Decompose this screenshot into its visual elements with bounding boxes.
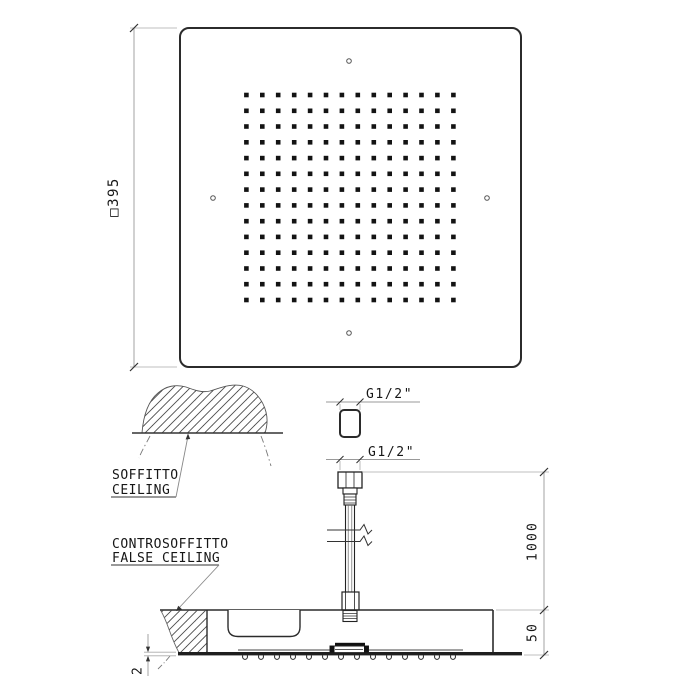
nozzle-hole (276, 172, 281, 177)
arrowhead-up (146, 656, 150, 662)
nozzle-hole (292, 187, 297, 192)
spray-nozzle-tip (307, 655, 312, 659)
spray-nozzle-tip (275, 655, 280, 659)
nozzle-hole (260, 187, 265, 192)
hose-thread-dimension (326, 445, 420, 470)
nozzle-hole (292, 266, 297, 271)
nozzle-hole (340, 219, 345, 224)
nozzle-hole (419, 140, 424, 145)
screw-hole-left (211, 196, 216, 201)
nozzle-hole (292, 109, 297, 114)
nozzle-hole (403, 172, 408, 177)
nozzle-hole (435, 109, 440, 114)
nozzle-hole (419, 219, 424, 224)
nozzle-hole (324, 93, 329, 98)
supply-nipple-fitting (340, 410, 360, 437)
nozzle-hole (451, 266, 456, 271)
nozzle-hole (372, 156, 377, 161)
nozzle-hole (372, 266, 377, 271)
nozzle-hole (419, 187, 424, 192)
nozzle-hole (403, 203, 408, 208)
shower-housing (158, 610, 522, 669)
nozzle-hole (435, 93, 440, 98)
nozzle-hole (403, 219, 408, 224)
nozzle-hole (387, 266, 392, 271)
nozzle-hole (435, 235, 440, 240)
nozzle-hole (308, 172, 313, 177)
nozzle-hole (372, 109, 377, 114)
nozzle-hole (451, 109, 456, 114)
nozzle-hole (356, 250, 361, 255)
dim-50-label: 50 (525, 621, 541, 643)
dim-1000-label: 1000 (525, 520, 541, 562)
ceiling-label-line2: CEILING (112, 483, 171, 498)
nozzle-hole (324, 187, 329, 192)
nozzle-hole (308, 250, 313, 255)
spray-nozzle-tip (243, 655, 248, 659)
shower-panel-face (180, 28, 521, 367)
false-ceiling-break-curve (158, 656, 170, 669)
nozzle-hole (244, 109, 249, 114)
nozzle-hole (356, 235, 361, 240)
spray-nozzle-tip (419, 655, 424, 659)
nozzle-hole (276, 93, 281, 98)
nozzle-hole (324, 172, 329, 177)
hose-end-fitting (342, 592, 359, 610)
plan-width-dimension (106, 24, 177, 371)
nozzle-hole (324, 124, 329, 129)
nozzle-hole (340, 266, 345, 271)
nozzle-hole (324, 219, 329, 224)
nozzle-hole (308, 266, 313, 271)
nozzle-hole (403, 298, 408, 303)
plan-view (106, 24, 521, 371)
false-ceiling-hatch (161, 611, 207, 653)
nozzle-hole (403, 250, 408, 255)
nozzle-hole (260, 203, 265, 208)
nozzle-hole (292, 172, 297, 177)
nozzle-hole (340, 109, 345, 114)
nozzle-hole (387, 282, 392, 287)
nozzle-hole (276, 140, 281, 145)
ceiling-label (111, 434, 190, 499)
nozzle-hole (356, 140, 361, 145)
break-mark-upper (327, 525, 372, 535)
nozzle-hole (372, 298, 377, 303)
nozzle-hole (276, 124, 281, 129)
clamp-end-right (364, 646, 369, 653)
nozzle-hole (276, 219, 281, 224)
arrowhead-down (146, 647, 150, 653)
leader-arrowhead (186, 434, 191, 440)
nozzle-hole (451, 250, 456, 255)
nozzle-hole (324, 109, 329, 114)
nozzle-hole (340, 187, 345, 192)
nozzle-hole (324, 250, 329, 255)
nozzle-hole (244, 187, 249, 192)
nozzle-hole (419, 266, 424, 271)
ceiling-break-curve-right (261, 436, 271, 466)
nozzle-hole (372, 93, 377, 98)
nozzle-hole (356, 156, 361, 161)
nozzle-hole (403, 235, 408, 240)
nozzle-hole (308, 140, 313, 145)
nozzle-hole (276, 235, 281, 240)
spray-nozzle-tip (435, 655, 440, 659)
nozzle-hole (292, 124, 297, 129)
nozzle-hole (308, 109, 313, 114)
false-ceiling-label (111, 537, 229, 611)
nozzle-hole (356, 93, 361, 98)
nozzle-hole (387, 219, 392, 224)
nozzle-hole (340, 172, 345, 177)
nozzle-hole (260, 93, 265, 98)
nozzle-hole (308, 298, 313, 303)
thread-label-hose: G1/2" (368, 445, 416, 460)
nozzle-hole (387, 203, 392, 208)
nozzle-hole (292, 298, 297, 303)
nozzle-hole (419, 124, 424, 129)
spray-nozzle-tip (291, 655, 296, 659)
nozzle-hole (451, 282, 456, 287)
nozzle-hole (372, 140, 377, 145)
nozzle-hole (356, 219, 361, 224)
nozzle-hole (419, 235, 424, 240)
nozzle-hole (308, 203, 313, 208)
nozzle-hole (435, 203, 440, 208)
nozzle-hole (340, 140, 345, 145)
nozzle-hole (244, 219, 249, 224)
nozzle-hole (372, 172, 377, 177)
nozzle-hole (356, 172, 361, 177)
nozzle-hole (403, 187, 408, 192)
nozzle-hole (308, 219, 313, 224)
nozzle-hole (292, 140, 297, 145)
nozzle-hole (451, 172, 456, 177)
nozzle-hole (260, 282, 265, 287)
nozzle-hole (260, 235, 265, 240)
nozzle-hole (244, 235, 249, 240)
nozzle-hole (340, 298, 345, 303)
ceiling-break-curve-left (139, 436, 150, 458)
nozzle-hole (276, 266, 281, 271)
section-view (111, 385, 549, 676)
nozzle-hole (435, 124, 440, 129)
spray-nozzle-tip (387, 655, 392, 659)
nozzle-hole (260, 124, 265, 129)
nozzle-hole (403, 156, 408, 161)
nozzle-hole (292, 250, 297, 255)
nozzle-hole (435, 266, 440, 271)
screw-hole-top (347, 59, 352, 64)
nozzle-hole (308, 93, 313, 98)
nozzle-hole (260, 140, 265, 145)
hex-nut (338, 472, 362, 488)
nozzle-hole (403, 124, 408, 129)
nozzle-hole (356, 266, 361, 271)
screw-hole-bottom (347, 331, 352, 336)
false-ceiling-label-line1: CONTROSOFFITTO (112, 537, 229, 552)
nozzle-hole (308, 282, 313, 287)
nozzle-hole (292, 93, 297, 98)
spray-nozzle-tip (259, 655, 264, 659)
nozzle-hole (387, 109, 392, 114)
nozzle-hole (435, 140, 440, 145)
nozzle-hole (372, 187, 377, 192)
nozzle-hole (403, 109, 408, 114)
nozzle-hole (387, 250, 392, 255)
nozzle-hole (292, 203, 297, 208)
nozzle-hole (372, 124, 377, 129)
height-dimensions (362, 468, 549, 659)
nozzle-hole (451, 140, 456, 145)
nozzle-hole (244, 203, 249, 208)
nozzle-hole (435, 172, 440, 177)
screw-hole-right (485, 196, 490, 201)
nozzle-hole (372, 282, 377, 287)
nozzle-hole (260, 266, 265, 271)
nozzle-hole (435, 250, 440, 255)
nozzle-hole (276, 156, 281, 161)
nozzle-hole (372, 203, 377, 208)
nozzle-hole (451, 156, 456, 161)
nozzle-hole (435, 282, 440, 287)
nozzle-hole (260, 109, 265, 114)
hose-clamp-block (330, 643, 369, 653)
nozzle-hole (451, 124, 456, 129)
nozzle-hole (276, 187, 281, 192)
nozzle-hole (276, 203, 281, 208)
nozzle-hole (324, 203, 329, 208)
nozzle-hole (435, 187, 440, 192)
break-mark-lower (327, 536, 372, 546)
nozzle-hole (419, 109, 424, 114)
nozzle-hole (372, 235, 377, 240)
nozzle-hole (356, 203, 361, 208)
nozzle-hole (324, 298, 329, 303)
nozzle-hole (260, 172, 265, 177)
spray-nozzles (243, 655, 456, 659)
spray-nozzle-tip (371, 655, 376, 659)
clamp-end-left (330, 646, 335, 653)
nozzle-hole (292, 156, 297, 161)
nozzle-hole (419, 282, 424, 287)
nozzle-hole (419, 93, 424, 98)
nozzle-hole (244, 140, 249, 145)
nozzle-hole (340, 156, 345, 161)
ceiling-label-line1: SOFFITTO (112, 468, 179, 483)
nozzle-hole (356, 124, 361, 129)
nozzle-hole (451, 93, 456, 98)
nozzle-hole (340, 203, 345, 208)
hose-neck (343, 488, 357, 494)
nozzle-hole (387, 93, 392, 98)
nozzle-hole (308, 187, 313, 192)
nozzle-hole (356, 109, 361, 114)
flex-hose-assembly (327, 472, 372, 622)
nozzle-hole (403, 140, 408, 145)
nozzle-hole (308, 124, 313, 129)
nozzle-hole (340, 93, 345, 98)
nozzle-hole (403, 93, 408, 98)
nozzle-hole (356, 298, 361, 303)
water-chamber (228, 610, 300, 637)
nozzle-hole (372, 219, 377, 224)
nozzle-hole (387, 140, 392, 145)
nozzle-hole (387, 172, 392, 177)
spray-nozzle-tip (339, 655, 344, 659)
nozzle-hole (244, 156, 249, 161)
nozzle-hole (435, 298, 440, 303)
nozzle-hole (387, 298, 392, 303)
supply-nipple-group (326, 387, 420, 437)
nozzle-hole (308, 235, 313, 240)
spray-nozzle-tip (403, 655, 408, 659)
nozzle-hole (244, 266, 249, 271)
false-ceiling-label-line2: FALSE CEILING (112, 551, 221, 566)
plan-dimension-label: □395 (106, 177, 122, 217)
nozzle-hole (244, 124, 249, 129)
leader-line (178, 565, 219, 609)
nozzle-hole (403, 266, 408, 271)
nozzle-hole (292, 235, 297, 240)
nozzle-hole (451, 235, 456, 240)
nozzle-hole (451, 187, 456, 192)
nozzle-hole (260, 219, 265, 224)
spray-nozzle-tip (451, 655, 456, 659)
nozzle-hole (244, 172, 249, 177)
nozzle-hole (356, 187, 361, 192)
spray-nozzle-tip (323, 655, 328, 659)
nozzle-hole (435, 219, 440, 224)
nozzle-hole (292, 219, 297, 224)
nozzle-hole (324, 156, 329, 161)
nozzle-hole (244, 250, 249, 255)
nozzle-hole (419, 172, 424, 177)
nozzle-hole (340, 250, 345, 255)
nozzle-hole (244, 282, 249, 287)
nozzle-hole (276, 298, 281, 303)
nozzle-hole (276, 250, 281, 255)
dim-2-label: 2 (130, 664, 146, 676)
nozzle-hole (372, 250, 377, 255)
nozzle-hole (403, 282, 408, 287)
nozzle-hole (324, 235, 329, 240)
nozzle-hole (340, 124, 345, 129)
spray-nozzle-tip (355, 655, 360, 659)
thread-label-supply: G1/2" (366, 387, 414, 402)
leader-line (176, 436, 188, 497)
nozzle-hole (451, 203, 456, 208)
plate-thickness-dimension (131, 634, 177, 676)
nozzle-hole (276, 109, 281, 114)
nozzle-hole (451, 298, 456, 303)
nozzle-hole (419, 203, 424, 208)
nozzle-hole (324, 140, 329, 145)
nozzle-hole (340, 282, 345, 287)
nozzle-hole (387, 156, 392, 161)
nozzle-hole (260, 156, 265, 161)
nozzle-hole (451, 219, 456, 224)
nozzle-hole (244, 93, 249, 98)
nozzle-hole (435, 156, 440, 161)
nozzle-hole (419, 250, 424, 255)
nozzle-hole (308, 156, 313, 161)
nozzle-hole (419, 156, 424, 161)
nozzle-hole (244, 298, 249, 303)
nozzle-hole (387, 235, 392, 240)
nozzle-hole (276, 282, 281, 287)
structural-ceiling (132, 385, 283, 466)
nozzle-hole (387, 187, 392, 192)
nozzle-hole (260, 250, 265, 255)
nozzle-hole (324, 282, 329, 287)
nozzle-hole (356, 282, 361, 287)
nozzle-hole (419, 298, 424, 303)
nozzle-hole (340, 235, 345, 240)
nozzle-hole (387, 124, 392, 129)
nozzle-hole (260, 298, 265, 303)
nozzle-hole (324, 266, 329, 271)
ceiling-hatch-blob (142, 385, 267, 433)
nozzle-hole (292, 282, 297, 287)
